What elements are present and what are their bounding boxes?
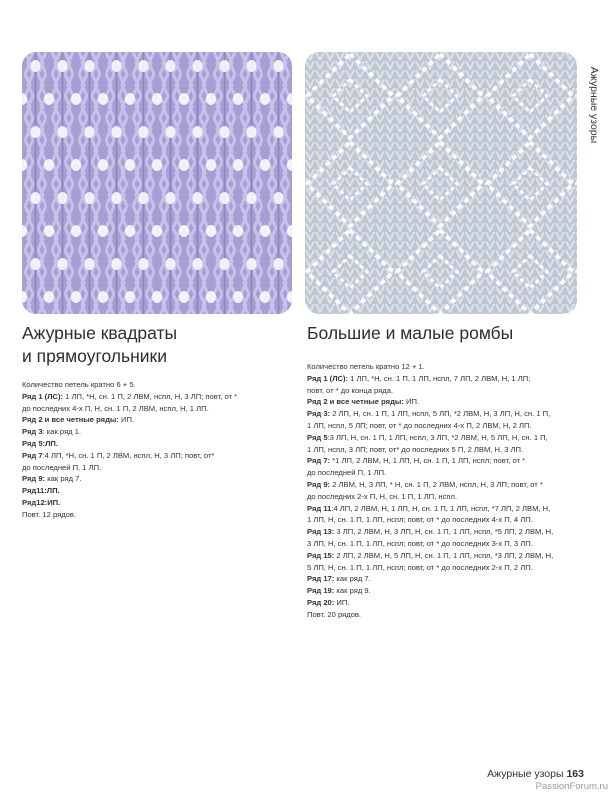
row-text: ИП. [118, 415, 135, 425]
instruction-line [307, 479, 583, 491]
pattern-large-small-diamonds [307, 322, 583, 621]
row-text: Повт. 12 рядов. [22, 509, 77, 519]
knit-swatch-photo-openwork-squares [22, 52, 292, 314]
row-label: Ряд11:ЛП. [22, 486, 60, 496]
footer-section-title: Ажурные узоры [487, 768, 564, 780]
row-label: Ряд 2 и все четные ряды: [22, 415, 119, 425]
row-text: : как ряд 1. [42, 427, 82, 437]
row-text: ИП. [334, 597, 350, 607]
row-label: Ряд 1 (ЛС): [307, 373, 349, 383]
instruction-line [307, 373, 583, 385]
row-label: Ряд 11 [307, 503, 332, 513]
row-text: 1 ЛП, *Н, сн. 1 П, 2 ЛВМ, нспл, Н, 3 ЛП; повт, от * [63, 391, 238, 401]
instruction-line [307, 526, 583, 538]
row-text: :4 ЛП, 2 ЛВМ, Н, 1 ЛП, Н, сн. 1 П, 1 ЛП, нспл, *7 ЛП, 2 ЛВМ, Н, [331, 503, 551, 513]
instruction-line [22, 391, 290, 403]
pattern-openwork-squares [22, 322, 290, 521]
row-text: до последних 4-х П, Н, сн. 1 П, 2 ЛВМ, нспл, Н, 1 ЛП. [22, 403, 209, 413]
row-label: Ряд 7: [307, 456, 331, 466]
row-text: 1 ЛП, Н, сн. 1 П, 1 ЛП, нспл; повт, от * до последних 4-х П, 4 ЛП. [307, 515, 533, 525]
knit-swatch-image [305, 52, 577, 314]
instruction-line [22, 426, 290, 438]
instruction-line [22, 473, 290, 485]
row-text: 5 ЛП, Н, сн. 1 П, 1 ЛП, нспл; повт, от * до последних 2-х П, 2 ЛП. [307, 562, 533, 572]
row-text: как ряд 7. [45, 474, 82, 484]
row-text: ИП. [403, 397, 420, 407]
instruction-line [307, 550, 583, 562]
row-label: Ряд 15: [307, 550, 335, 560]
instruction-line [22, 414, 290, 426]
page-footer [487, 768, 584, 780]
row-text: до последней П, 1 ЛП. [22, 462, 102, 472]
instruction-line [307, 514, 583, 526]
instruction-line [307, 538, 583, 550]
row-text: до последней П, 1 ЛП. [307, 468, 387, 478]
row-text: повт, от * до конца ряда. [307, 385, 394, 395]
instruction-line [307, 573, 583, 585]
row-label: Ряд 19: [307, 586, 335, 596]
instruction-line [22, 497, 290, 509]
instruction-line [307, 385, 583, 397]
instruction-line [307, 455, 583, 467]
row-label: Ряд 9: [307, 479, 331, 489]
pattern-instructions [307, 361, 583, 621]
row-text: как ряд 9. [334, 586, 371, 596]
row-label: Ряд 7 [22, 450, 43, 460]
row-label: Ряд 5 [307, 432, 328, 442]
instruction-line [22, 450, 290, 462]
instruction-line [22, 509, 290, 521]
row-text: Повт. 20 рядов. [307, 609, 362, 619]
row-label: Ряд 3: [307, 409, 331, 419]
row-text: 1 ЛП, *Н, сн. 1 П, 1 ЛП, нспл, 7 ЛП, 2 ЛВМ, Н, 1 ЛП; [348, 373, 531, 383]
instruction-line [307, 396, 583, 408]
instruction-line [307, 467, 583, 479]
instruction-line [307, 562, 583, 574]
instruction-line [307, 432, 583, 444]
row-text: Количество петель кратно 12 + 1. [307, 362, 425, 371]
row-text: до последних 2-х П, Н, сн. 1 П, 1 ЛП, нспл. [307, 491, 458, 501]
watermark: PassionForum.ru [535, 781, 608, 792]
row-text: как ряд 7. [334, 574, 371, 584]
row-label: Ряд 1 (ЛС): [22, 391, 64, 401]
instruction-line [307, 597, 583, 609]
row-label: Ряд12:ИП. [22, 497, 61, 507]
instruction-line [22, 379, 290, 391]
row-text: 2 ЛВМ, Н, 3 ЛП, * Н, сн. 1 П, 2 ЛВМ, нспл, Н, 3 ЛП; повт, от * [330, 479, 543, 489]
row-text: 2 ЛП, 2 ЛВМ, Н, 5 ЛП, Н, сн. 1 П, 1 ЛП, нспл, *3 ЛП, 2 ЛВМ, Н, [334, 550, 554, 560]
instruction-line [307, 609, 583, 621]
section-side-label: Ажурные узоры [588, 66, 600, 144]
row-label: Ряд 3 [22, 427, 43, 437]
row-label: Ряд 2 и все четные ряды: [307, 397, 404, 407]
row-text: :3 ЛП, Н, сн. 1 П, 1 ЛП, нспл, 3 ЛП, *2 ЛВМ, Н, 5 ЛП, Н, сн. 1 П, [327, 432, 548, 442]
instruction-line [307, 491, 583, 503]
knit-swatch-photo-large-small-diamonds [305, 52, 577, 314]
row-text: 2 ЛП, Н, сн. 1 П, 1 ЛП, нспл, 5 ЛП, *2 ЛВМ, Н, 3 ЛП, Н, сн. 1 П, [330, 409, 551, 419]
row-text: *1 ЛП, 2 ЛВМ, Н, 1 ЛП, Н, сн. 1 П, 1 ЛП, нспл; повт, от * [330, 456, 526, 466]
instruction-line [307, 361, 583, 373]
row-text: 1 ЛП, нспл, 3 ЛП; повт, от* до последних 5 П, 2 ЛВМ, Н, 3 ЛП. [307, 444, 524, 454]
instruction-line [307, 444, 583, 456]
pattern-title: Большие и малые ромбы [307, 323, 514, 343]
instruction-line [22, 438, 290, 450]
pattern-instructions [22, 379, 290, 521]
row-label: Ряд 17: [307, 574, 335, 584]
instruction-line [307, 585, 583, 597]
knit-swatch-image [22, 52, 292, 314]
pattern-title: Ажурные квадраты и прямоугольники [22, 323, 178, 366]
instruction-line [307, 420, 583, 432]
instruction-line [22, 485, 290, 497]
instruction-line [307, 408, 583, 420]
row-label: Ряд 9: [22, 474, 46, 484]
row-text: 1 ЛП, нспл, 5 ЛП; повт, от * до последних 4-х П, 2 ЛВМ, Н, 2 ЛП. [307, 420, 532, 430]
row-text: 3 ЛП, 2 ЛВМ, Н, 3 ЛП, Н, сн. 1 П, 1 ЛП, нспл, *5 ЛП, 2 ЛВМ, Н, [334, 527, 554, 537]
row-text: 3 ЛП, Н, сн. 1 П, 1 ЛП, нспл; повт, от * до последних 3-х П, 3 ЛП. [307, 538, 533, 548]
page-number: 163 [566, 768, 584, 780]
instruction-line [22, 403, 290, 415]
row-label: Ряд 13: [307, 527, 335, 537]
row-text: :4 ЛП, *Н, сн. 1 П, 2 ЛВМ, нспл, Н, 3 ЛП; повт, от* [42, 450, 215, 460]
row-text: Количество петель кратно 6 + 5. [22, 380, 136, 389]
instruction-line [22, 462, 290, 474]
instruction-line [307, 503, 583, 515]
row-label: Ряд 5:ЛП. [22, 438, 58, 448]
row-label: Ряд 20: [307, 597, 335, 607]
